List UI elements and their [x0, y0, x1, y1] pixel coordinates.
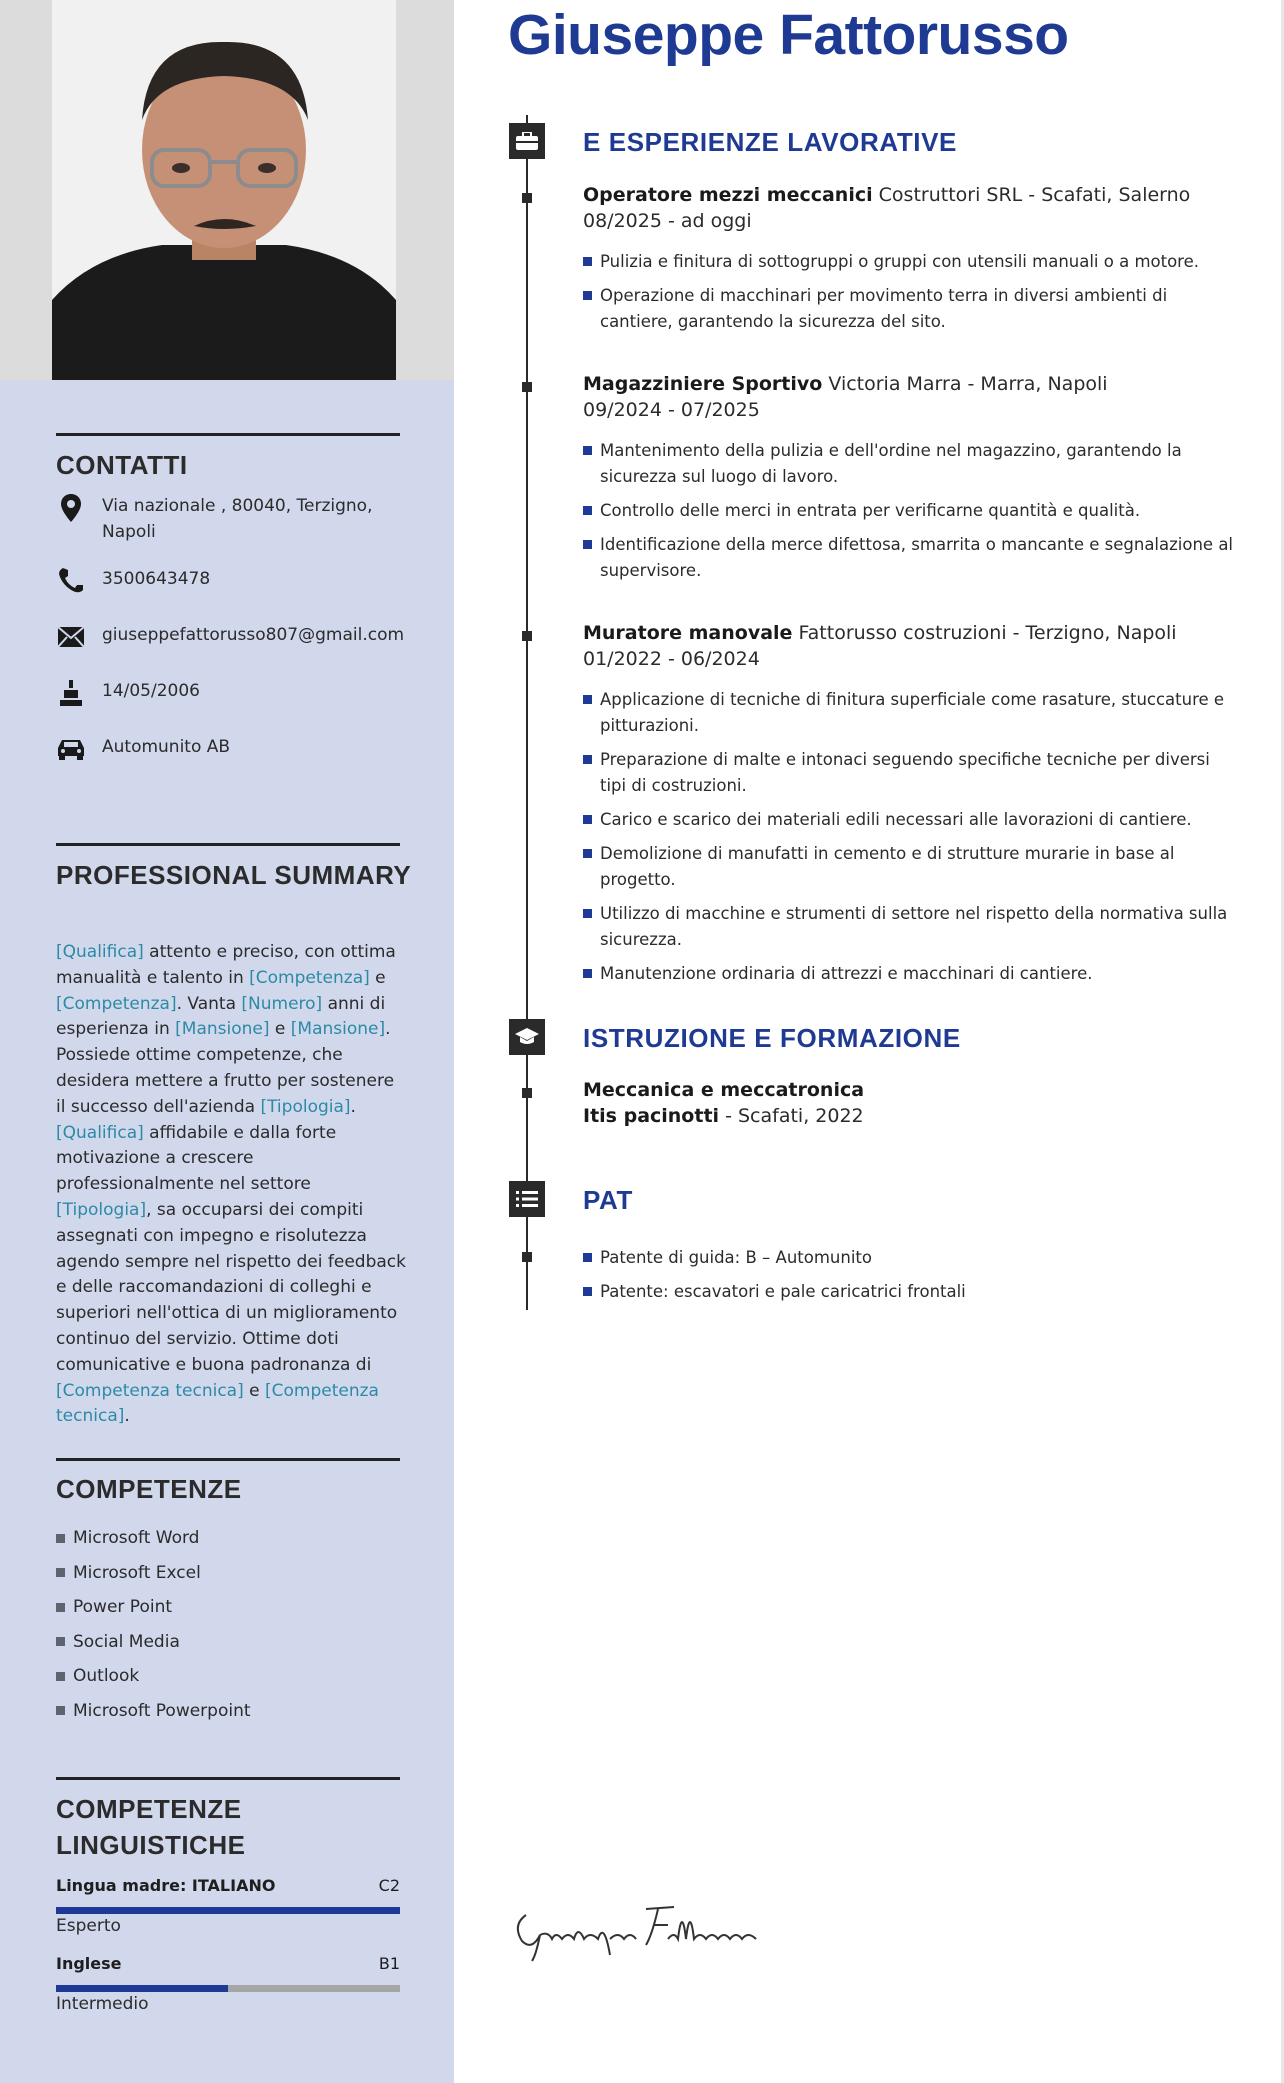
summary-placeholder: [Mansione] — [175, 1019, 270, 1040]
summary-fragment: affidabile e dalla forte motivazione a crescere professionalmente nel settore — [56, 1122, 337, 1195]
job-title — [583, 620, 1263, 646]
summary-fragment: . Vanta — [176, 993, 242, 1014]
contacts-rule — [56, 433, 400, 436]
summary-fragment: . — [124, 1406, 130, 1427]
summary-rule — [56, 843, 400, 846]
summary-fragment: attento e preciso, con ottima manualità e talento in — [56, 942, 396, 988]
summary-placeholder: [Qualifica] — [56, 1122, 144, 1143]
contact-phone — [56, 566, 416, 596]
job-role: Muratore manovale — [583, 622, 793, 644]
bullet-item: Mantenimento della pulizia e dell'ordine nel magazzino, garantendo la sicurezza sul luogo di lavoro. — [583, 438, 1233, 490]
summary-text — [56, 940, 408, 1430]
skill-label: Microsoft Word — [73, 1528, 200, 1548]
summary-fragment: . — [350, 1096, 356, 1117]
graduation-cap-icon — [509, 1019, 545, 1055]
languages-heading: COMPETENZE LINGUISTICHE — [56, 1794, 246, 1860]
contact-address — [56, 493, 416, 545]
bullet-square-icon — [56, 1568, 65, 1577]
education-heading: ISTRUZIONE E FORMAZIONE — [583, 1023, 961, 1053]
summary-fragment: e — [369, 967, 386, 988]
summary-placeholder: [Competenza] — [249, 967, 370, 988]
job-role: Operatore mezzi meccanici — [583, 184, 873, 206]
language-row — [56, 1876, 400, 1895]
profile-photo — [52, 0, 396, 380]
bullet-item: Patente: escavatori e pale caricatrici frontali — [583, 1279, 1233, 1305]
birthday-cake-icon — [56, 678, 86, 708]
bullet-square-icon — [56, 1603, 65, 1612]
job-dates: 08/2025 - ad oggi — [583, 210, 752, 232]
skill-item — [56, 1556, 396, 1591]
address-text: Via nazionale , 80040, Terzigno, Napoli — [102, 496, 373, 542]
job-company: Costruttori SRL - Scafati, Salerno — [872, 184, 1191, 206]
skills-heading: COMPETENZE — [56, 1474, 242, 1504]
phone-icon — [56, 566, 86, 596]
summary-placeholder: [Competenza tecnica] — [56, 1380, 244, 1401]
timeline-dot — [522, 382, 532, 392]
location-pin-icon — [56, 493, 86, 523]
summary-placeholder: [Numero] — [241, 993, 323, 1014]
bullet-item: Demolizione di manufatti in cemento e di strutture murarie in base al progetto. — [583, 841, 1233, 893]
bullet-item: Pulizia e finitura di sottogruppi o gruppi con utensili manuali o a motore. — [583, 249, 1233, 275]
summary-placeholder: [Competenza tecnica] — [56, 1380, 379, 1427]
phone-link[interactable]: 3500643478 — [102, 569, 211, 589]
vehicle-text: Automunito AB — [102, 737, 231, 757]
signature-drawing — [506, 1895, 766, 1965]
school-place-year: - Scafati, 2022 — [719, 1105, 864, 1127]
skill-item — [56, 1694, 396, 1729]
language-level: Esperto — [56, 1916, 121, 1936]
school-name: Itis pacinotti — [583, 1105, 720, 1127]
pat-heading: PAT — [583, 1185, 633, 1215]
bullet-item: Manutenzione ordinaria di attrezzi e macchinari di cantiere. — [583, 961, 1233, 987]
contact-vehicle — [56, 734, 416, 764]
summary-heading: PROFESSIONAL SUMMARY — [56, 860, 412, 890]
job-bullets — [583, 438, 1233, 592]
bullet-item: Carico e scarico dei materiali edili necessari alle lavorazioni di cantiere. — [583, 807, 1233, 833]
email-link[interactable]: giuseppefattorusso807@gmail.com — [102, 625, 405, 645]
skill-label: Outlook — [73, 1666, 140, 1686]
bullet-square-icon — [56, 1637, 65, 1646]
birthdate-text: 14/05/2006 — [102, 681, 200, 701]
timeline-dot — [522, 1088, 532, 1098]
skill-label: Microsoft Powerpoint — [73, 1700, 251, 1721]
summary-fragment: e — [243, 1380, 266, 1401]
bullet-square-icon — [56, 1672, 65, 1681]
job-bullets — [583, 687, 1233, 995]
language-level: Intermedio — [56, 1994, 149, 2014]
language-level-fill — [56, 1985, 228, 1992]
language-row — [56, 1954, 400, 1973]
skill-label: Social Media — [73, 1631, 180, 1652]
summary-placeholder: [Qualifica] — [56, 942, 144, 962]
skill-label: Power Point — [73, 1597, 173, 1617]
skill-item — [56, 1625, 396, 1660]
summary-placeholder: [Tipologia] — [260, 1096, 351, 1117]
job-bullets — [583, 249, 1233, 343]
job-role: Magazziniere Sportivo — [583, 373, 823, 395]
briefcase-icon — [509, 123, 545, 159]
language-name: Lingua madre: ITALIANO — [56, 1876, 276, 1895]
job-dates: 09/2024 - 07/2025 — [583, 399, 760, 421]
timeline-dot — [522, 193, 532, 203]
experience-heading: E ESPERIENZE LAVORATIVE — [583, 127, 958, 157]
list-icon — [509, 1181, 545, 1217]
skill-label: Microsoft Excel — [73, 1562, 201, 1583]
languages-rule — [56, 1777, 400, 1780]
language-level-bar — [56, 1985, 400, 1992]
candidate-name: Giuseppe Fattorusso — [508, 3, 1069, 67]
skill-item — [56, 1659, 396, 1694]
bullet-square-icon — [56, 1706, 65, 1715]
job-title — [583, 182, 1263, 208]
job-company: Fattorusso costruzioni - Terzigno, Napoli — [792, 622, 1177, 644]
contacts-heading: CONTATTI — [56, 450, 188, 480]
job-title — [583, 371, 1263, 397]
summary-fragment: . Possiede ottime competenze, che desidera mettere a frutto per sostenere il successo dell'azienda — [56, 1019, 395, 1117]
summary-fragment: anni di esperienza in — [56, 993, 386, 1040]
skill-item — [56, 1521, 396, 1556]
language-level-bar — [56, 1907, 400, 1914]
job-company: Victoria Marra - Marra, Napoli — [822, 373, 1108, 395]
bullet-item: Operazione di macchinari per movimento terra in diversi ambienti di cantiere, garantendo la sicurezza del sito. — [583, 283, 1233, 335]
car-icon — [56, 734, 86, 764]
bullet-item: Patente di guida: B – Automunito — [583, 1245, 1233, 1271]
language-code: B1 — [378, 1954, 400, 1973]
bullet-item: Controllo delle merci in entrata per verificarne quantità e qualità. — [583, 498, 1233, 524]
skills-list — [56, 1521, 396, 1728]
summary-placeholder: [Competenza] — [56, 993, 177, 1014]
language-code: C2 — [378, 1876, 400, 1895]
contact-email — [56, 622, 416, 652]
bullet-item: Applicazione di tecniche di finitura superficiale come rasature, stuccature e pitturazioni. — [583, 687, 1233, 739]
bullet-item: Utilizzo di macchine e strumenti di settore nel rispetto della normativa sulla sicurezza. — [583, 901, 1233, 953]
avatar-illustration — [52, 0, 396, 380]
job-dates: 01/2022 - 06/2024 — [583, 648, 760, 670]
signature — [506, 1895, 766, 1965]
bullet-item: Preparazione di malte e intonaci seguendo specifiche tecniche per diversi tipi di costruzioni. — [583, 747, 1233, 799]
timeline-dot — [522, 1252, 532, 1262]
bullet-item: Identificazione della merce difettosa, smarrita o mancante e segnalazione al supervisore. — [583, 532, 1233, 584]
envelope-icon — [56, 622, 86, 652]
summary-placeholder: [Mansione] — [290, 1019, 386, 1040]
timeline-dot — [522, 631, 532, 641]
timeline-line — [526, 115, 528, 1310]
pat-list — [583, 1245, 1233, 1313]
language-name: Inglese — [56, 1954, 122, 1973]
summary-fragment: , sa occuparsi dei compiti assegnati con impegno e risolutezza agendo sempre nel rispetto dei feedback e delle raccomandazioni di colleghi e superiori nell'ottica di un miglioramento continuo del servizio. Ottime doti comunicative e buona padronanza di — [56, 1199, 406, 1375]
summary-fragment: e — [269, 1019, 291, 1040]
language-level-fill — [56, 1907, 400, 1914]
school-line — [583, 1103, 1263, 1129]
contact-birthdate — [56, 678, 416, 708]
skill-item — [56, 1590, 396, 1625]
skills-rule — [56, 1458, 400, 1461]
degree-title — [583, 1077, 1263, 1103]
summary-placeholder: [Tipologia] — [56, 1199, 147, 1220]
bullet-square-icon — [56, 1534, 65, 1543]
degree-name: Meccanica e meccatronica — [583, 1079, 865, 1101]
